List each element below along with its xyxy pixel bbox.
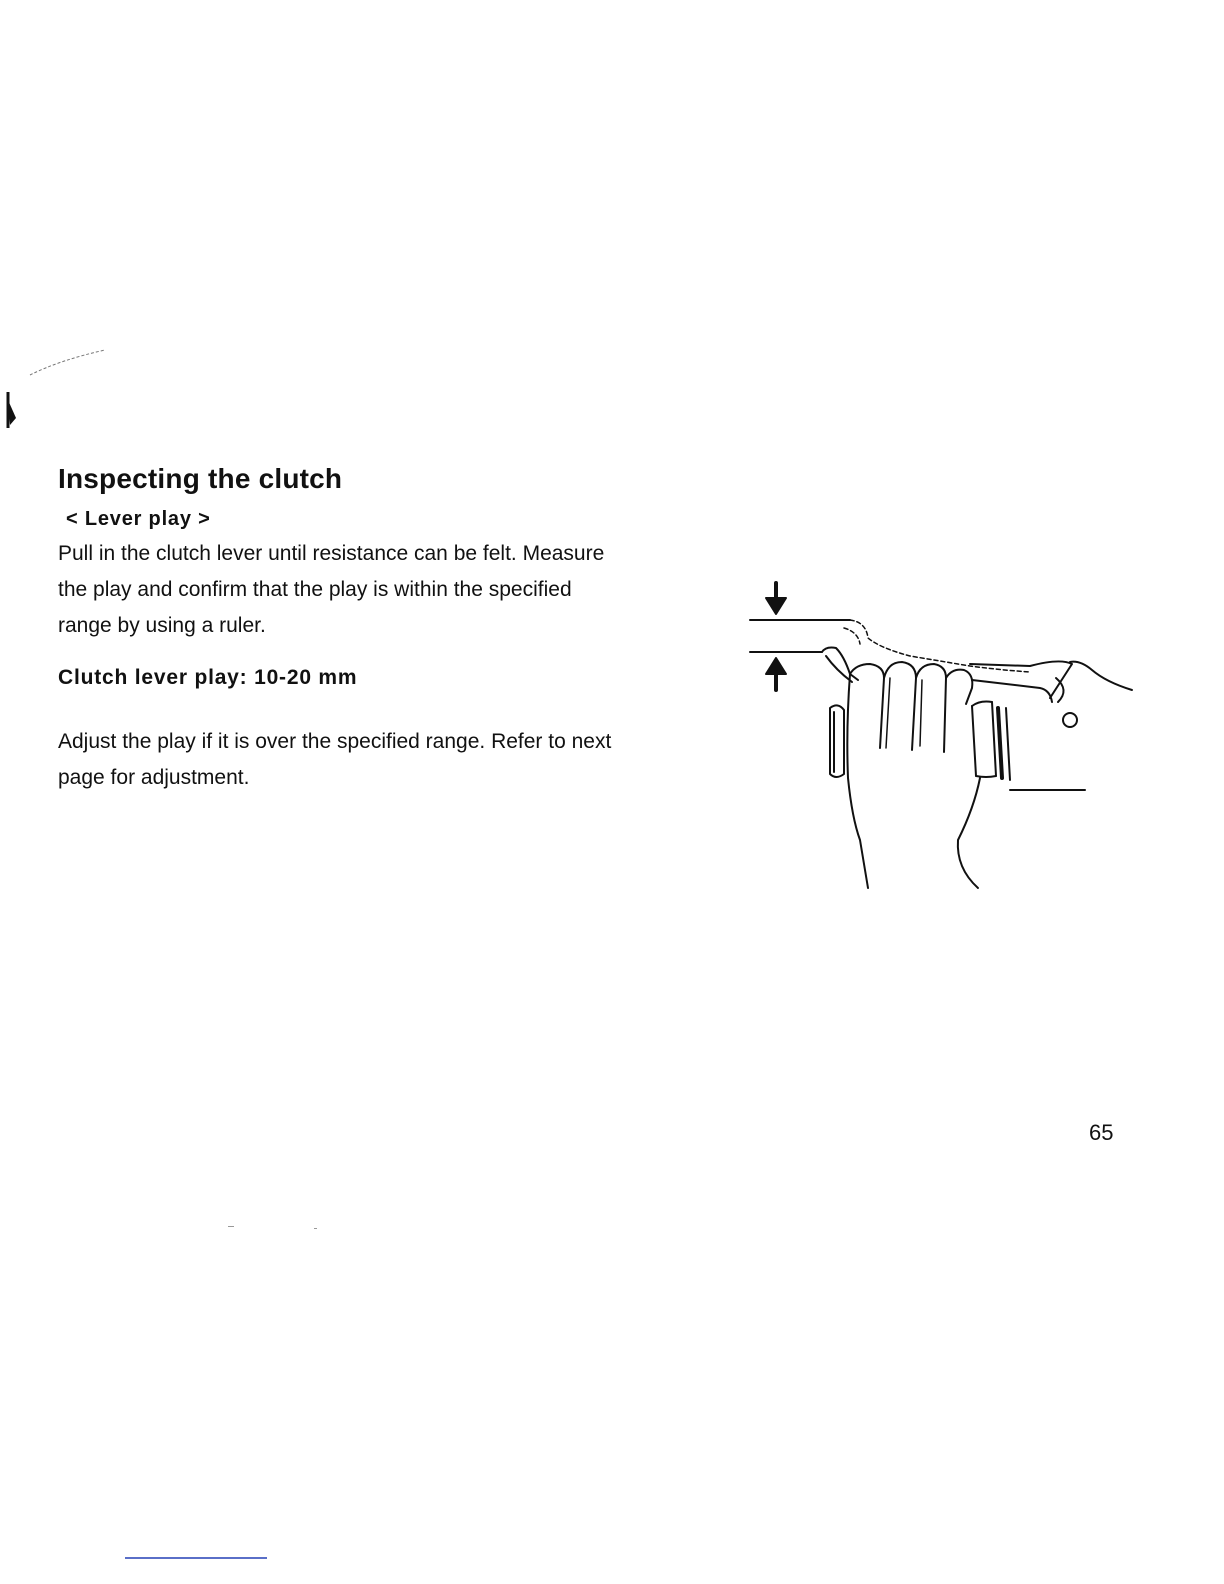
subsection-title: < Lever play > xyxy=(66,507,211,530)
clutch-lever-hand-illustration xyxy=(740,578,1140,893)
page-number: 65 xyxy=(1089,1120,1114,1145)
clutch-inspection-section xyxy=(58,462,618,796)
instruction-text: Pull in the clutch lever until resistance can be felt. Measure the play and confirm that the play is within the specified range by using a ruler. xyxy=(58,541,605,637)
scan-artifact xyxy=(0,330,160,440)
scan-speck xyxy=(228,1226,234,1227)
scan-speck xyxy=(314,1228,317,1229)
lever-play-spec: Clutch lever play: 10-20 mm xyxy=(58,665,358,689)
section-title: Inspecting the clutch xyxy=(58,463,343,494)
arrow-down-icon xyxy=(766,583,786,614)
arrow-up-icon xyxy=(766,658,786,690)
adjust-note: Adjust the play if it is over the specified range. Refer to next page for adjustment. xyxy=(58,729,612,789)
bottom-rule xyxy=(125,1557,267,1559)
